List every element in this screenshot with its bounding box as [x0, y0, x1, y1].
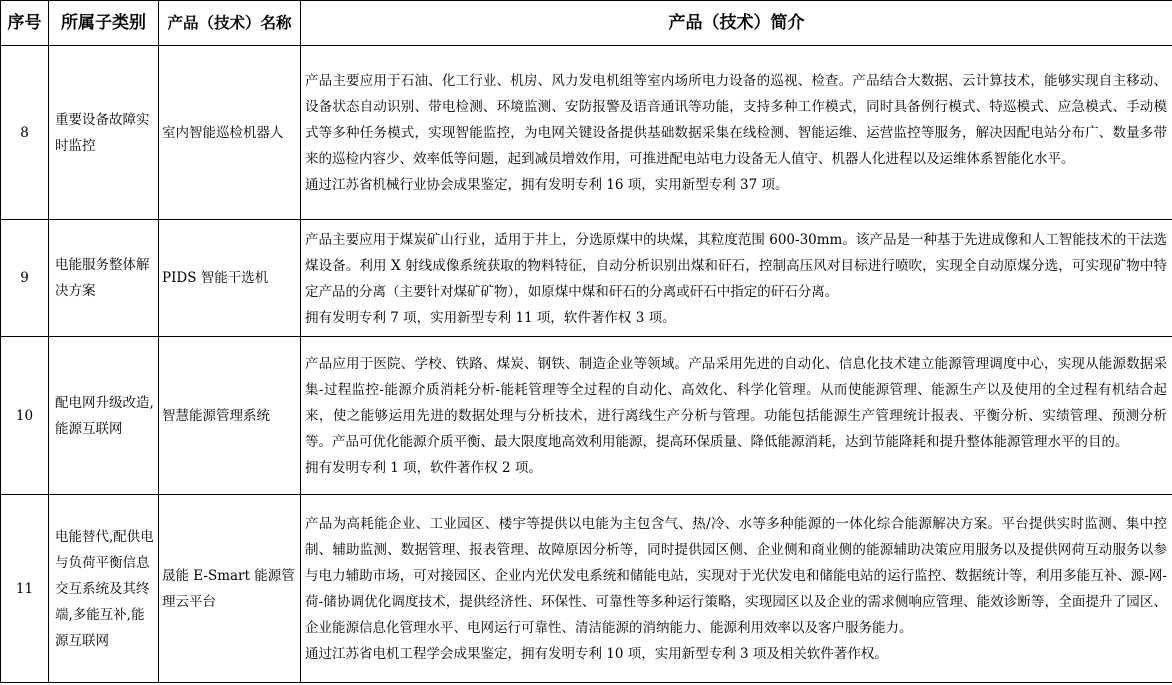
- row-name: 室内智能巡检机器人: [159, 46, 301, 220]
- row-description-text: 产品主要应用于石油、化工行业、机房、风力发电机组等室内场所电力设备的巡视、检查。产品结合大数据、云计算技术，能够实现自主移动、设备状态自动识别、带电检测、环境监测、安防报警及语音通讯等功能，支持多种工作模式，同时具备例行模式、特巡模式、应急模式、手动模式等多种任务模式，实现智能监控，为电网关键设备提供基础数据采集在线检测、智能运维、运营监控等服务，解决因配电站分布广、数量多带来的巡检内容少、效率低等问题，起到减员增效作用，可推进配电站电力设备无人值守、机器人化进程以及运维体系智能化水平。: [305, 73, 1167, 167]
- table-header-row: [1, 1, 1172, 46]
- header-category: 所属子类别: [49, 1, 159, 46]
- row-no: 11: [1, 495, 49, 683]
- row-category: 电能替代,配供电与负荷平衡信息交互系统及其终端,多能互补,能源互联网: [49, 495, 159, 683]
- row-description: [301, 220, 1172, 337]
- header-description: 产品（技术）简介: [301, 1, 1172, 46]
- table-row: [1, 220, 1172, 337]
- row-description: [301, 46, 1172, 220]
- row-description-text: 产品主要应用于煤炭矿山行业，适用于井上，分选原煤中的块煤，其粒度范围 600-30mm。该产品是一种基于先进成像和人工智能技术的干法选煤设备。利用 X 射线成像系统获取的物料特征，自动分析识别出煤和矸石，控制高压风对目标进行喷吹，实现全自动原煤分选，可实现矿物中特定产品的分离（主要针对煤矿矿物），如原煤中煤和矸石的分离或矸石中指定的矸石分离。: [305, 231, 1167, 300]
- row-category: 配电网升级改造,能源互联网: [49, 337, 159, 495]
- header-no: 序号: [1, 1, 49, 46]
- header-name: 产品（技术）名称: [159, 1, 301, 46]
- row-description-text: 产品为高耗能企业、工业园区、楼宇等提供以电能为主包含气、热/冷、水等多种能源的一体化综合能源解决方案。平台提供实时监测、集中控制、辅助监测、数据管理、报表管理、故障原因分析等，同时提供园区侧、企业侧和商业侧的能源辅助决策应用服务以及提供网荷互动服务以参与电力辅助市场，可对接园区、企业内光伏发电系统和储能电站，实现对于光伏发电和储能电站的运行监控、数据统计等，利用多能互补、源-网-荷-储协调优化调度技术，提供经济性、环保性、可靠性等多种运行策略，实现园区以及企业的需求侧响应管理、能效诊断等，全面提升了园区、企业能源信息化管理水平、电网运行可靠性、清洁能源的消纳能力、能源利用效率以及客户服务能力。: [305, 516, 1167, 636]
- row-name: PIDS 智能干选机: [159, 220, 301, 337]
- table-row: [1, 495, 1172, 683]
- table-row: [1, 46, 1172, 220]
- row-certification-text: 拥有发明专利 7 项，实用新型专利 11 项，软件著作权 3 项。: [305, 309, 676, 326]
- row-category: 重要设备故障实时监控: [49, 46, 159, 220]
- row-description-text: 产品应用于医院、学校、铁路、煤炭、钢铁、制造企业等领域。产品采用先进的自动化、信息化技术建立能源管理调度中心，实现从能源数据采集-过程监控-能源介质消耗分析-能耗管理等全过程的自动化、高效化、科学化管理。从而使能源管理、能源生产以及使用的全过程有机结合起来，使之能够运用先进的数据处理与分析技术，进行离线生产分析与管理。功能包括能源生产管理统计报表、平衡分析、实绩管理、预测分析等。产品可优化能源介质平衡、最大限度地高效利用能源，提高环保质量、降低能源消耗，达到节能降耗和提升整体能源管理水平的目的。: [305, 356, 1167, 450]
- row-no: 9: [1, 220, 49, 337]
- row-category: 电能服务整体解决方案: [49, 220, 159, 337]
- row-certification-text: 拥有发明专利 1 项，软件著作权 2 项。: [305, 460, 542, 476]
- row-certification-text: 通过江苏省机械行业协会成果鉴定，拥有发明专利 16 项，实用新型专利 37 项。: [305, 177, 789, 193]
- row-no: 8: [1, 46, 49, 220]
- row-certification-text: 通过江苏省电机工程学会成果鉴定，拥有发明专利 10 项，实用新型专利 3 项及相关软件著作权。: [305, 646, 888, 662]
- row-description: [301, 495, 1172, 683]
- row-description: [301, 337, 1172, 495]
- row-name: 晟能 E-Smart 能源管理云平台: [159, 495, 301, 683]
- row-name: 智慧能源管理系统: [159, 337, 301, 495]
- row-no: 10: [1, 337, 49, 495]
- table-row: [1, 337, 1172, 495]
